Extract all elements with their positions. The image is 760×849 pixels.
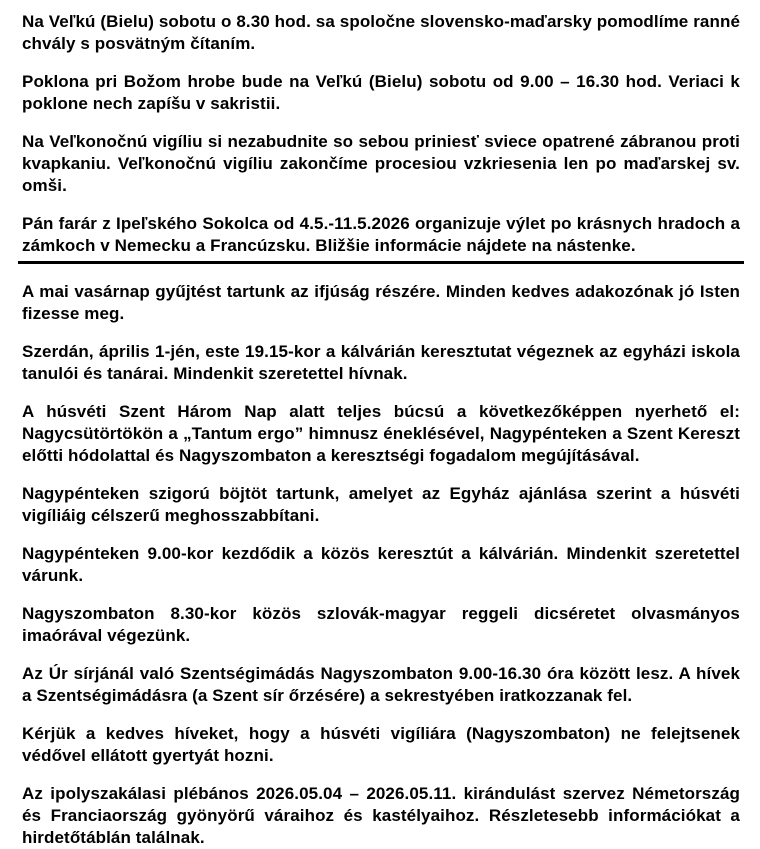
announcement-hungarian-5: Nagypénteken 9.00-kor kezdődik a közös keresztút a kálvárián. Mindenkit szeretettel várunk. [22,544,740,585]
hungarian-section [22,281,740,849]
announcement-hungarian-1: A mai vasárnap gyűjtést tartunk az ifjúság részére. Minden kedves adakozónak jó Isten fizesse meg. [22,282,740,323]
slovak-section [22,11,740,257]
announcement-hungarian-4: Nagypénteken szigorú böjtöt tartunk, amelyet az Egyház ajánlása szerint a húsvéti vigíliáig célszerű meghosszabbítani. [22,484,740,525]
announcement-slovak-2: Poklona pri Božom hrobe bude na Veľkú (Bielu) sobotu od 9.00 – 16.30 hod. Veriaci k poklone nech zapíšu v sakristii. [22,72,740,113]
section-divider [18,261,744,264]
announcement-hungarian-2: Szerdán, április 1-jén, este 19.15-kor a kálvárián keresztutat végeznek az egyházi iskola tanulói és tanárai. Mindenkit szeretettel hívnak. [22,342,740,383]
announcement-hungarian-3: A húsvéti Szent Három Nap alatt teljes búcsú a következőképpen nyerhető el: Nagycsütörtökön a „Tantum ergo” himnusz éneklésével, Nagypénteken a Szent Kereszt előtti hódolattal és Nagyszombaton a keresztségi fogadalom megújításával. [22,402,740,465]
announcement-hungarian-8: Kérjük a kedves híveket, hogy a húsvéti vigíliára (Nagyszombaton) ne felejtsenek védővel ellátott gyertyát hozni. [22,724,740,765]
announcement-hungarian-9: Az ipolyszakálasi plébános 2026.05.04 – 2026.05.11. kirándulást szervez Németország és Franciaország gyönyörű váraihoz és kastélyaihoz. Részletesebb információkat a hirdetőtáblán találnak. [22,784,740,847]
announcement-hungarian-6: Nagyszombaton 8.30-kor közös szlovák-magyar reggeli dicséretet olvasmányos imaórával végezünk. [22,604,740,645]
announcement-slovak-1: Na Veľkú (Bielu) sobotu o 8.30 hod. sa spoločne slovensko-maďarsky pomodlíme ranné chvály s posvätným čítaním. [22,12,740,53]
announcement-hungarian-7: Az Úr sírjánál való Szentségimádás Nagyszombaton 9.00-16.30 óra között lesz. A hívek a Szentségimádásra (a Szent sír őrzésére) a sekrestyében iratkozzanak fel. [22,664,740,705]
announcement-slovak-4: Pán farár z Ipeľského Sokolca od 4.5.-11.5.2026 organizuje výlet po krásnych hradoch a zámkoch v Nemecku a Francúzsku. Bližšie informácie nájdete na nástenke. [22,214,740,255]
announcement-slovak-3: Na Veľkonočnú vigíliu si nezabudnite so sebou priniesť sviece opatrené zábranou proti kvapkaniu. Veľkonočnú vigíliu zakončíme procesiou vzkriesenia len po maďarskej sv. omši. [22,132,740,195]
